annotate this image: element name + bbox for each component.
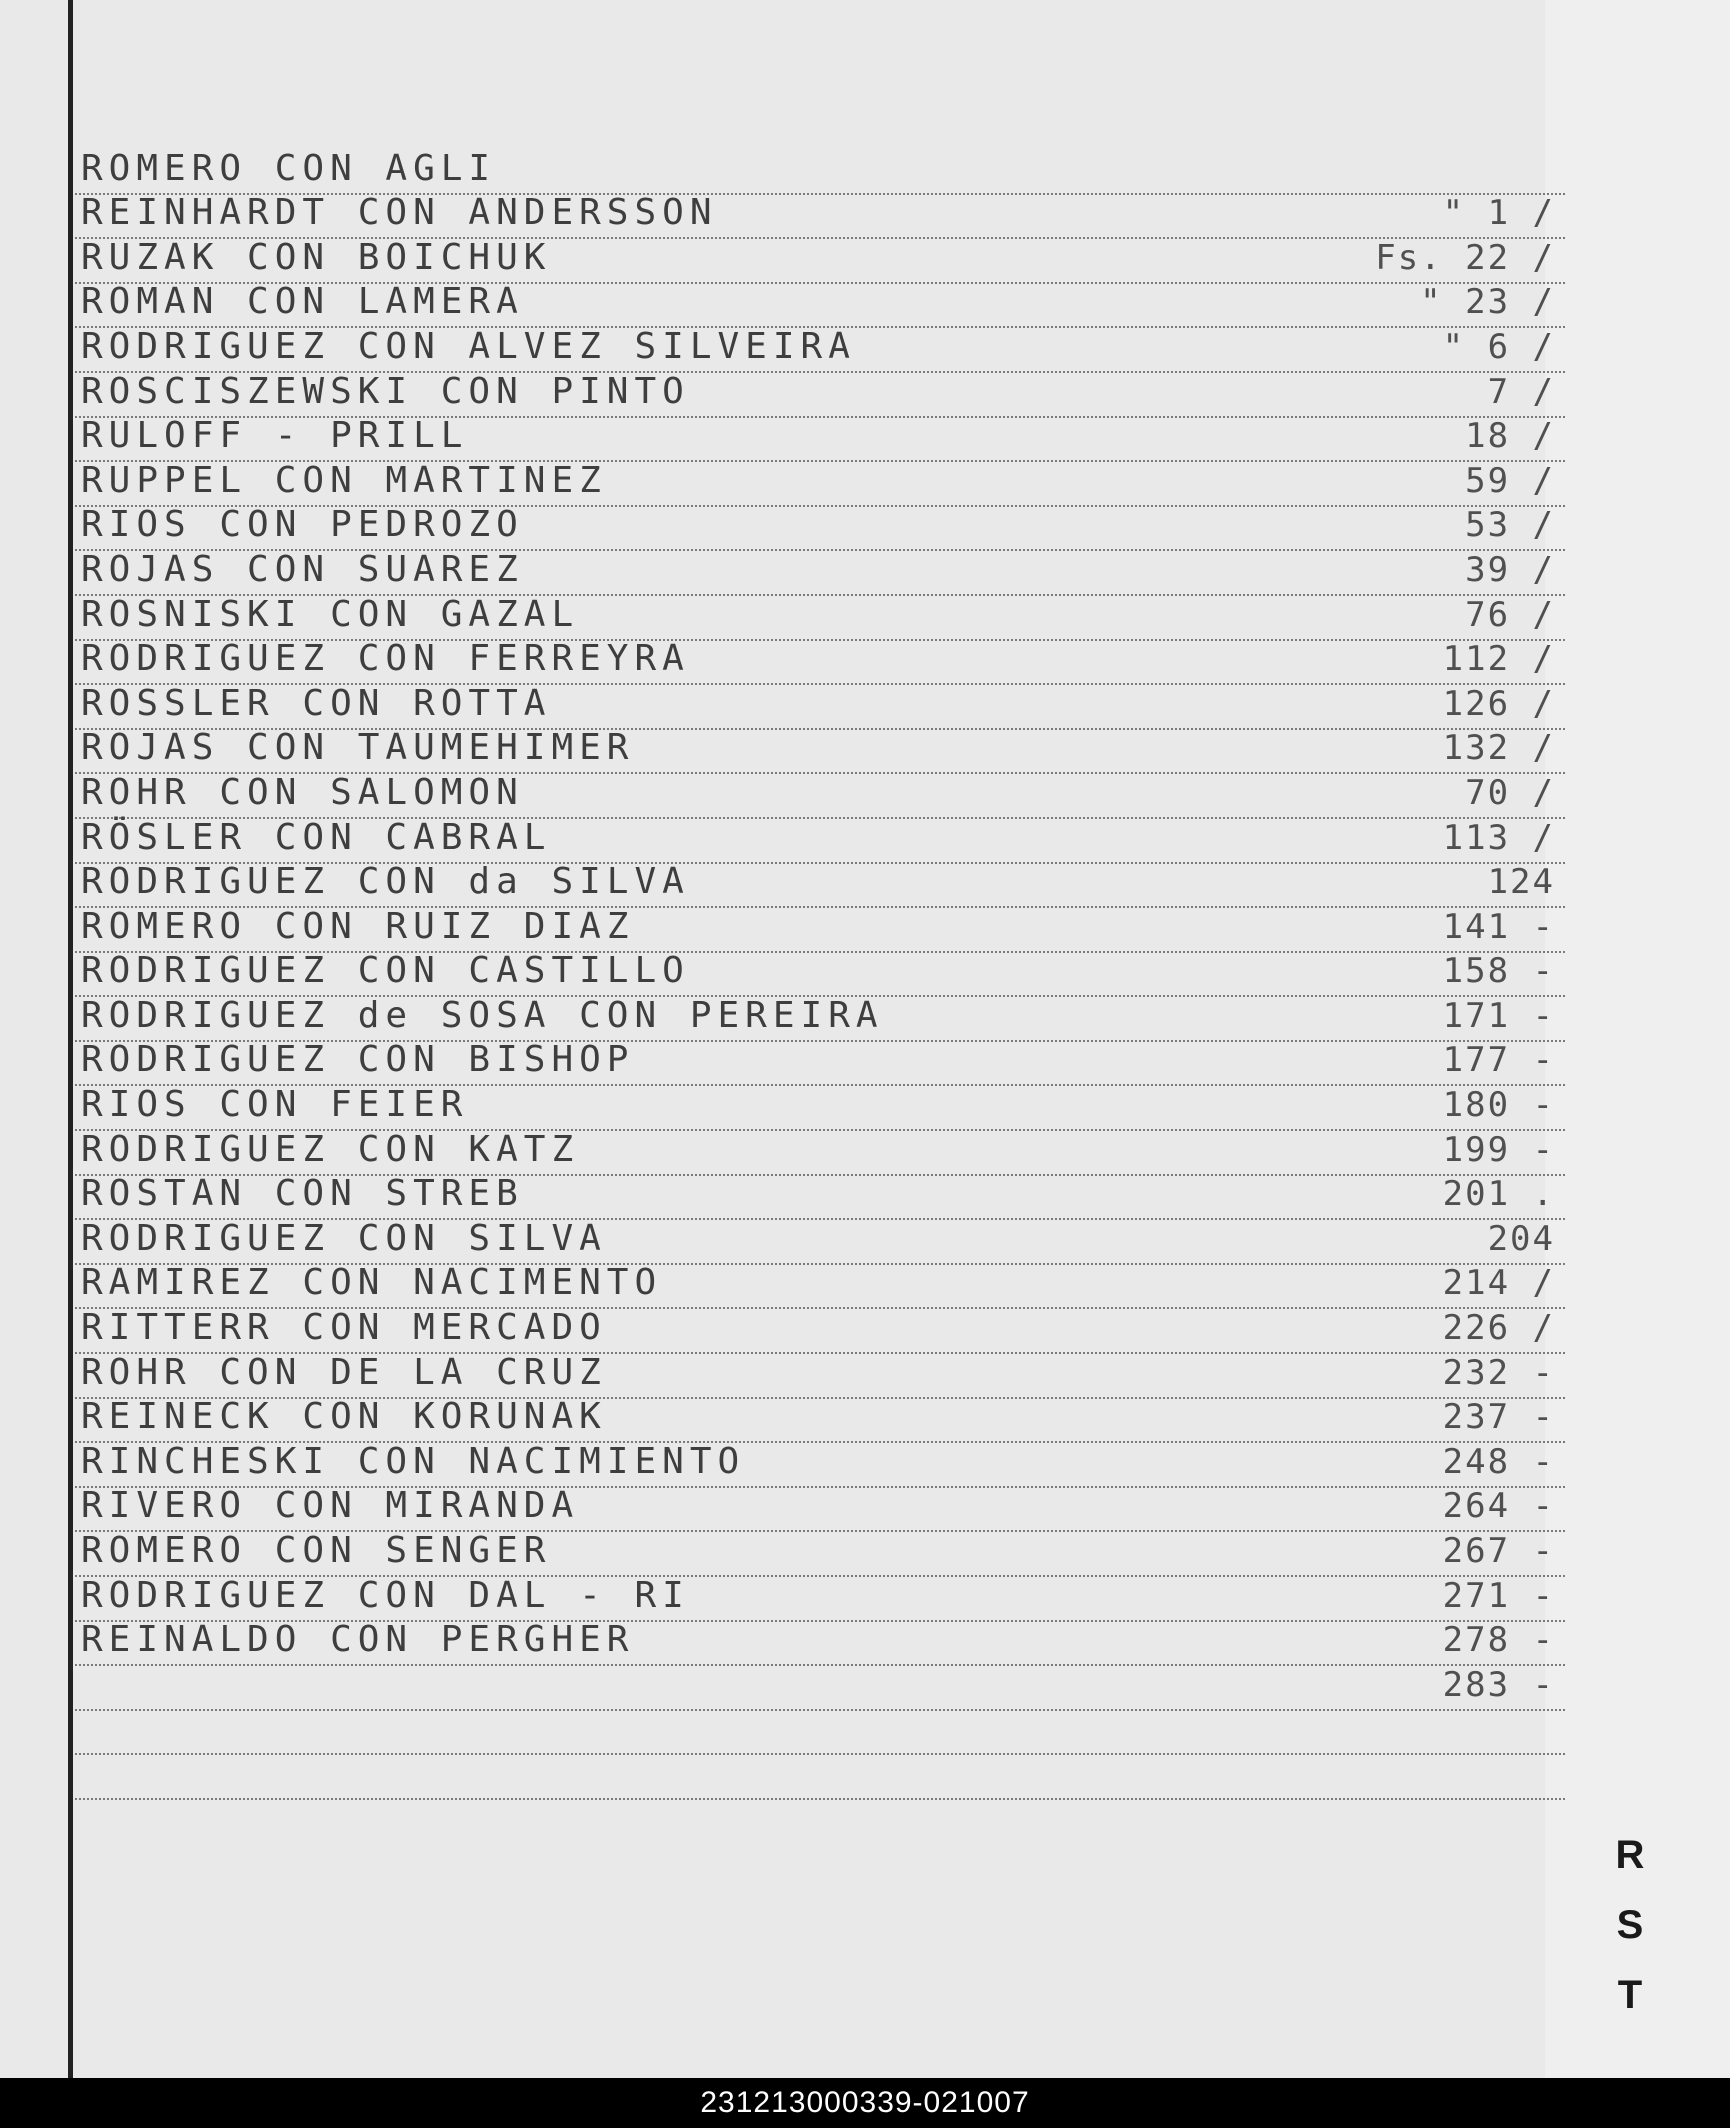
entry-folio: " 6 / [1442,326,1555,367]
ledger-row [75,415,1565,463]
scan-footer-code: 231213000339-021007 [0,2078,1730,2128]
page-left-edge [68,0,73,2078]
entry-name: ROJAS CON SUAREZ [81,548,524,590]
entry-name: ROMERO CON RUIZ DIAZ [81,905,635,947]
index-tab-t[interactable]: T [1617,1973,1643,2017]
ledger-row [75,1666,1565,1711]
entry-folio: 113 / [1442,817,1555,858]
ledger-row [75,1128,1565,1176]
entry-folio: 248 - [1442,1441,1555,1482]
ledger-row [75,192,1565,240]
entry-name: RODRIGUEZ CON BISHOP [81,1039,635,1081]
ledger-row [75,905,1565,953]
ledger-row [75,1711,1565,1756]
ledger-row [75,1619,1565,1667]
ledger-row [75,1755,1565,1800]
ledger-row [75,727,1565,775]
entry-name: RIOS CON PEDROZO [81,504,524,546]
entry-folio: 59 / [1465,460,1555,501]
index-tab-s[interactable]: S [1616,1903,1644,1947]
ledger-row [75,1086,1565,1131]
entry-folio: 278 - [1442,1620,1555,1661]
entry-name: RODRIGUEZ CON CASTILLO [81,950,690,992]
entry-name: REINHARDT CON ANDERSSON [81,192,718,234]
entry-name: ROHR CON DE LA CRUZ [81,1351,607,1393]
entry-name: REINECK CON KORUNAK [81,1396,607,1438]
entry-folio: 53 / [1465,505,1555,546]
entry-name: RODRIGUEZ CON ALVEZ SILVEIRA [81,325,856,367]
entry-folio: 171 - [1442,995,1555,1036]
entry-name: ROMERO CON AGLI [81,147,497,189]
entry-name: RODRIGUEZ CON da SILVA [81,861,690,903]
entry-name: ROMAN CON LAMERA [81,281,524,323]
ledger-row [75,682,1565,730]
entry-folio: " 1 / [1442,193,1555,234]
entry-name: ROSCISZEWSKI CON PINTO [81,370,690,412]
entry-name: RODRIGUEZ CON SILVA [81,1217,607,1259]
entry-folio: 124 [1487,862,1555,903]
entry-name: ROMERO CON SENGER [81,1530,552,1571]
ledger-row [75,1309,1565,1354]
entry-folio: 7 / [1487,371,1555,412]
ledger-row [75,1532,1565,1577]
entry-name: ROJAS CON TAUMEHIMER [81,727,635,769]
entry-name: RULOFF - PRILL [81,415,469,457]
entry-folio: 112 / [1442,639,1555,680]
ledger-row [75,236,1565,284]
ledger-row [75,504,1565,552]
ledger-row [75,771,1565,819]
ledger-row [75,1396,1565,1444]
entry-folio: 201 . [1442,1174,1555,1215]
entry-folio: 214 / [1442,1263,1555,1304]
ledger-row [75,593,1565,641]
entry-folio: 76 / [1465,594,1555,635]
ledger-row [75,281,1565,329]
entry-folio: 226 / [1442,1308,1555,1349]
entry-name: RODRIGUEZ CON DAL - RI [81,1574,690,1616]
entry-list [75,147,1565,1800]
ledger-row [75,861,1565,909]
entry-folio: 70 / [1465,772,1555,813]
entry-folio: 132 / [1442,728,1555,769]
entry-name: RUZAK CON BOICHUK [81,236,552,278]
entry-name: REINALDO CON PERGHER [81,1619,635,1661]
entry-folio: 283 - [1442,1664,1555,1705]
ledger-row [75,1217,1565,1265]
entry-folio: 39 / [1465,549,1555,590]
index-tab-r[interactable]: R [1615,1833,1645,1877]
entry-folio: 271 - [1442,1575,1555,1616]
entry-folio: " 23 / [1420,282,1555,323]
ledger-row [75,816,1565,864]
ledger-row [75,994,1565,1042]
entry-folio: 18 / [1465,416,1555,457]
entry-folio: 237 - [1442,1397,1555,1438]
ledger-row [75,370,1565,418]
entry-name: RODRIGUEZ de SOSA CON PEREIRA [81,994,884,1036]
entry-name: RODRIGUEZ CON KATZ [81,1128,580,1170]
ledger-row [75,459,1565,507]
ledger-row [75,638,1565,686]
entry-folio: 126 / [1442,683,1555,724]
ledger-row [75,1262,1565,1310]
entry-folio: Fs. 22 / [1375,237,1555,278]
entry-name: RODRIGUEZ CON FERREYRA [81,638,690,680]
entry-folio: 204 [1487,1218,1555,1259]
ledger-row [75,147,1565,195]
entry-name: ROSSLER CON ROTTA [81,682,552,724]
alphabet-index [1600,1820,1660,2030]
entry-folio: 199 - [1442,1129,1555,1170]
ledger-row [75,1485,1565,1533]
entry-name: RIOS CON FEIER [81,1084,469,1126]
entry-folio: 264 - [1442,1486,1555,1527]
entry-name: RUPPEL CON MARTINEZ [81,459,607,501]
entry-name: RAMIREZ CON NACIMENTO [81,1262,663,1304]
entry-name: RITTERR CON MERCADO [81,1307,607,1349]
ledger-row [75,1351,1565,1399]
ledger-row [75,950,1565,998]
entry-folio: 232 - [1442,1352,1555,1393]
ledger-row [75,1039,1565,1087]
entry-name: RINCHESKI CON NACIMIENTO [81,1440,746,1482]
ledger-row [75,1440,1565,1488]
entry-folio: 141 - [1442,906,1555,947]
ledger-row [75,1574,1565,1622]
ledger-row [75,548,1565,596]
entry-folio: 180 - [1442,1085,1555,1126]
entry-name: RÖSLER CON CABRAL [81,816,552,858]
entry-folio: 158 - [1442,951,1555,992]
ledger-row [75,1173,1565,1221]
entry-name: ROSNISKI CON GAZAL [81,593,580,635]
entry-name: ROSTAN CON STREB [81,1173,524,1215]
ledger-row [75,325,1565,373]
entry-name: RIVERO CON MIRANDA [81,1485,580,1527]
index-tab-strip [1545,0,1730,2078]
entry-name: ROHR CON SALOMON [81,771,524,813]
entry-folio: 177 - [1442,1040,1555,1081]
entry-folio: 267 - [1442,1531,1555,1571]
